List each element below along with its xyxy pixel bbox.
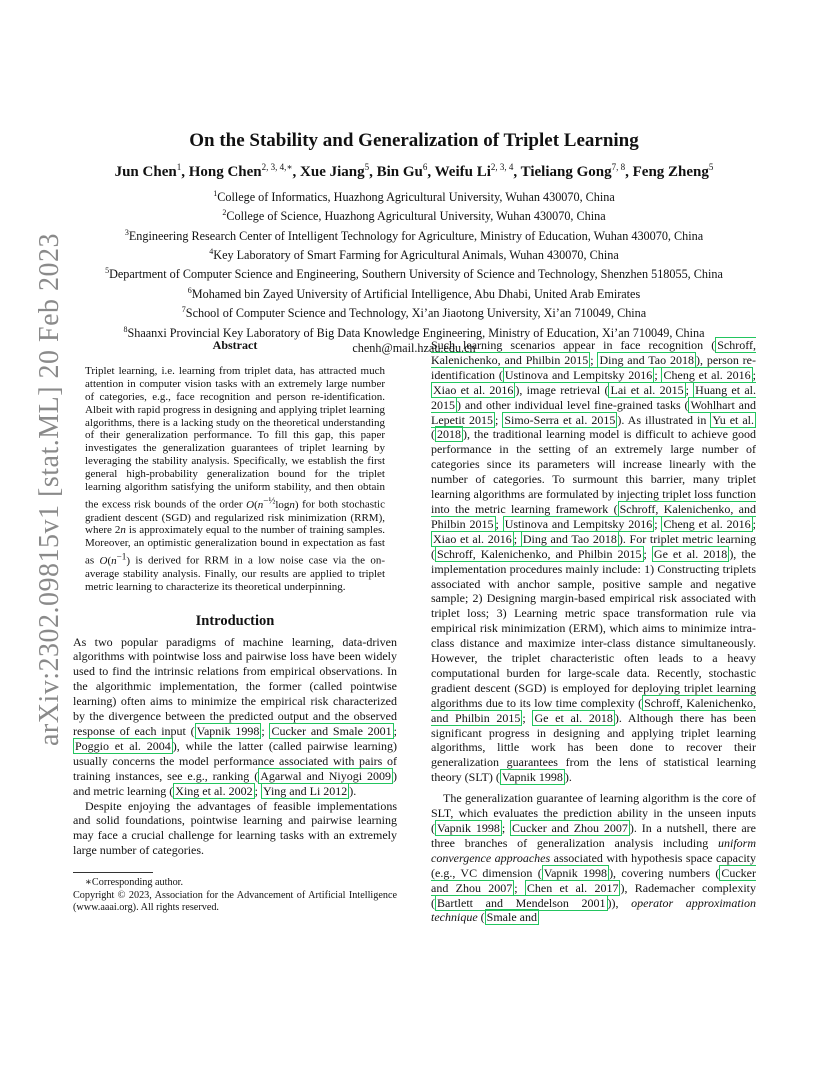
body-text: ) and metric learning (: [73, 768, 397, 798]
body-text: (: [477, 910, 485, 925]
citation-link[interactable]: Cucker and Zhou 2007: [431, 865, 756, 895]
body-text: Such learning scenarios appear in face recognition (: [431, 338, 716, 352]
affiliation: [0, 263, 828, 282]
body-text: ). For triplet metric learning (: [431, 531, 756, 561]
abstract-heading: Abstract: [212, 338, 258, 352]
affiliation: [0, 225, 828, 244]
abstract-text: is derived for RRM in a low noise case via the on-average stability analysis. Finally, our results are applied to triplet metric learning to characterize its theoretical underpinning.: [85, 554, 385, 593]
body-text: ), covering numbers (: [609, 865, 720, 880]
affil-mark: 5: [105, 266, 110, 276]
citation-link[interactable]: Xiao et al. 2016: [433, 531, 512, 546]
body-text: ) and other individual level fine-grained tasks (: [457, 397, 689, 412]
citation-link[interactable]: Xiao et al. 2016: [433, 382, 514, 397]
emphasis-text: uniform convergence approaches: [431, 835, 756, 865]
affil-mark: 6: [187, 285, 192, 295]
citation-link[interactable]: Schroff, Kalenichenko, and Philbin 2015: [431, 501, 756, 531]
footnote-divider: [73, 872, 153, 873]
citation-link[interactable]: Bartlett and Mendelson 2001: [437, 895, 606, 910]
body-text: , the traditional learning model is difficult to achieve good performance in the setting of an extremely large number of categories since its parameters will increase linearly with the number of categories. To surmount this barrier, many triplet learning algorithms are formulated by injecting triplet loss function into the metric learning framework (: [431, 427, 756, 516]
author-name: , Feng Zheng: [625, 164, 709, 180]
body-text: ). As illustrated in: [617, 412, 711, 427]
affil-text: School of Computer Science and Technology, Xi’an Jiaotong University, Xi’an 710049, China: [185, 306, 647, 321]
author-affil-mark: 5: [364, 162, 370, 172]
body-text: ).: [349, 783, 357, 798]
body-text: ), image retrieval (: [515, 382, 609, 397]
citation-link[interactable]: Chen et al. 2017: [526, 880, 619, 895]
intro-paragraph: As two popular paradigms of machine learning, data-driven algorithms with pointwise loss and pairwise loss have been widely used to find the intrinsic relations from empirical observations. In the algorithmic implementation, the former (called pointwise learning) often aims to minimize the empirical risk characterized by the divergence between the predicted output and the observed response of each input ( Vapnik 1998 ; Cucker and Smale 2001 ; Poggio et al. 2004 ), while the latter (called pairwise learning) usually concerns the model performance associated with pairs of training instances, see e.g., ranking ( Agarwal and Niyogi 2009 ) and metric learning ( Xing et al. 2002 ; Ying and Li 2012 ).: [73, 634, 398, 798]
affil-text: Key Laboratory of Smart Farming for Agricultural Animals, Wuhan 430070, China: [213, 248, 619, 263]
citation-link[interactable]: Cheng et al. 2016: [663, 367, 751, 382]
citation-link[interactable]: Simo-Serra et al. 2015: [504, 412, 616, 427]
body-text: ), while the latter (called pairwise learning) usually concerns the model performance associated with pairs of training instances, see e.g., ranking (: [73, 738, 398, 783]
abstract-text: is approximately equal to the number of training samples. Moreover, an optimistic generalization bound in expectation as fast as: [85, 524, 385, 567]
body-text: ). Although there has been significant progress in designing and applying triplet learning algorithms, little work has been done to recover their generalization guarantees from the lens of statistical learning theory (SLT) (: [431, 710, 756, 785]
affil-mark: 1: [213, 189, 218, 198]
citation-link[interactable]: Poggio et al. 2004: [75, 738, 171, 753]
affil-text: Engineering Research Center of Intelligent Technology for Agriculture, Ministry of Education, Wuhan 430070, China: [128, 228, 704, 243]
affil-text: Department of Computer Science and Engineering, Southern University of Science and Technology, Shenzhen 518055, China: [109, 267, 723, 282]
paper-title: On the Stability and Generalization of Triplet Learning: [189, 130, 639, 151]
affil-text: College of Science, Huazhong Agricultural University, Wuhan 430070, China: [226, 209, 606, 224]
affil-text: Shaanxi Provincial Key Laboratory of Big Data Knowledge Engineering, Ministry of Education, Xi’an 710049, China: [127, 325, 705, 340]
affil-mark: 4: [209, 247, 214, 257]
body-text: ), the implementation procedures mainly include: 1) Constructing triplets associated with anchor sample, positive sample and negative sample; 2) Designing margin-based empirical risk associated with triplet loss; 3) Learning metric space transformation rule via empirical risk minimization (ERM), which aims to minimize intra-class distance and maximize inter-class distance simultaneously. However, the triplet characteristic often leads to a heavy computational burden for large-scale data. Recently, stochastic gradient descent (SGD) is employed for deploying triplet learning algorithms due to its low time complexity (: [431, 546, 756, 710]
body-text: )),: [607, 895, 632, 910]
abstract-text: Triplet learning, i.e. learning from triplet data, has attracted much attention in computer vision tasks with an extremely large number of categories, e.g., face recognition and person re-identification. Albeit with rapid progress in designing and applying triplet learning algorithms, there is a lacking study on the theoretical understanding of their generalization performance. To fill this gap, this paper investigates the generalization guarantees of triplet learning by leveraging the stability analysis. Specifically, we establish the first general high-probability generalization bound for the triplet learning algorithm satisfying the uniform stability, and then obtain the excess risk bounds of the order: [85, 364, 385, 511]
introduction-heading: Introduction: [195, 612, 275, 629]
citation-link[interactable]: Vapnik 1998: [501, 770, 563, 785]
affil-mark: 7: [181, 305, 186, 315]
affiliation: [0, 244, 828, 263]
citation-link[interactable]: Ge et al. 2018: [653, 546, 728, 561]
math-inline: $O(n^{-1})$: [99, 551, 131, 567]
citation-link[interactable]: Cucker and Zhou 2007: [512, 821, 628, 835]
right-column: [431, 338, 756, 925]
affil-text: College of Informatics, Huazhong Agricultural University, Wuhan 430070, China: [217, 190, 615, 205]
citation-link[interactable]: Agarwal and Niyogi 2009: [260, 768, 391, 783]
math-inline: $O(n^{-\frac{1}{2}}\log n)$: [246, 494, 299, 511]
citation-link[interactable]: Schroff, Kalenichenko, and Philbin 2015: [437, 546, 642, 561]
body-text: ), person re-identification (: [431, 352, 757, 382]
affiliation: [0, 302, 828, 321]
abstract-body: [85, 365, 385, 594]
body-paragraph: Such learning scenarios appear in face recognition ( Schroff, Kalenichenko, and Philbin 2015 ; Ding and Tao 2018 ), person re-identification ( Ustinova and Lempitsky 2016 ; Cheng et al. 2016 ; Xiao et al. 2016 ), image retrieval ( Lai et al. 2015 ; Huang et al. 2015 ) and other individual level fine-grained tasks ( Wohlhart and Lepetit 2015 ; Simo-Serra et al. 2015 ). As illustrated in Yu et al. ( 2018 ), the traditional learning model is difficult to achieve good performance in the setting of an extremely large number of categories since its parameters will increase linearly with the number of categories. To surmount this barrier, many triplet learning algorithms are formulated by injecting triplet loss function into the metric learning framework ( Schroff, Kalenichenko, and Philbin 2015 ; Ustinova and Lempitsky 2016 ; Cheng et al. 2016 ; Xiao et al. 2016 ; Ding and Tao 2018 ). For triplet metric learning ( Schroff, Kalenichenko, and Philbin 2015 ; Ge et al. 2018 ), the implementation procedures mainly include: 1) Constructing triplets associated with anchor sample, positive sample and negative sample; 2) Designing margin-based empirical risk associated with triplet loss; 3) Learning metric space transformation rule via empirical risk minimization (ERM), which aims to minimize intra-class distance and maximize inter-class distance simultaneously. However, the triplet characteristic often leads to a heavy computational burden for large-scale data. Recently, stochastic gradient descent (SGD) is employed for deploying triplet learning algorithms due to its low time complexity ( Schroff, Kalenichenko, and Philbin 2015 ; Ge et al. 2018 ). Although there has been significant progress in designing and applying triplet learning algorithms, little work has been done to recover their generalization guarantees from the lens of statistical learning theory (SLT) ( Vapnik 1998 ).: [431, 338, 757, 785]
citation-link[interactable]: Ding and Tao 2018: [522, 531, 617, 546]
author-name: , Xue Jiang: [292, 164, 365, 180]
citation-link[interactable]: Cheng et al. 2016: [663, 516, 751, 531]
citation-link[interactable]: Wohlhart and Lepetit 2015: [431, 397, 757, 427]
affil-mark: 2: [222, 208, 227, 218]
body-paragraph: The generalization guarantee of learning algorithm is the core of SLT, which evaluates the prediction ability in the unseen inputs ( Vapnik 1998 ; Cucker and Zhou 2007 ). In a nutshell, there are three branches of generalization analysis including uniform convergence approaches associated with hypothesis space capacity (e.g., VC dimension ( Vapnik 1998 ), covering numbers ( Cucker and Zhou 2007 ; Chen et al. 2017 ), Rademacher complexity ( Bartlett and Mendelson 2001 )), operator approximation technique ( Smale and: [431, 791, 757, 925]
emphasis-text: operator approximation technique: [431, 895, 757, 925]
author-name: , Hong Chen: [181, 164, 262, 180]
author-affil-mark: 2, 3, 4: [490, 162, 514, 172]
citation-link[interactable]: Cucker and Smale 2001: [271, 723, 392, 738]
affiliation: [0, 283, 828, 302]
affiliation-list: [0, 186, 828, 356]
affiliation: [0, 186, 828, 205]
math-inline: 2n: [114, 524, 126, 537]
abstract-text: for both stochastic gradient descent (SGD) and regularized risk minimization (RRM), where: [85, 498, 385, 537]
body-text: ), Rademacher complexity (: [431, 880, 756, 910]
citation-link[interactable]: Ding and Tao 2018: [599, 352, 694, 367]
citation-link[interactable]: Ustinova and Lempitsky 2016: [504, 367, 653, 382]
author-affil-mark: 2, 3, 4,∗: [261, 162, 293, 172]
affil-mark: 8: [123, 324, 128, 334]
intro-paragraph: Despite enjoying the advantages of feasible implementations and solid foundations, pointwise learning and pairwise learning may face a crucial challenge for learning tasks with an extremely large number of categories.: [73, 798, 397, 858]
citation-link[interactable]: Vapnik 1998: [196, 723, 260, 738]
affiliation: [0, 205, 828, 224]
body-text: ).: [564, 770, 572, 785]
author-affil-mark: 5: [708, 162, 714, 172]
arxiv-stamp: arXiv:2302.09815v1 [stat.ML] 20 Feb 2023: [34, 232, 65, 746]
citation-link[interactable]: Ge et al. 2018: [534, 710, 613, 725]
body-text: As two popular paradigms of machine learning, data-driven algorithms with pointwise loss and pairwise loss have been widely used to find the intrinsic relations from empirical observations. In the algorithmic implementation, the former (called pointwise learning) often aims to minimize the empirical risk characterized by the divergence between the predicted output and the observed response of each input (: [73, 634, 397, 738]
citation-link[interactable]: Huang et al. 2015: [431, 382, 756, 412]
author-list: [0, 162, 828, 181]
left-column: [73, 338, 397, 914]
citation-link[interactable]: Vapnik 1998: [437, 821, 500, 835]
citation-link[interactable]: Xing et al. 2002: [175, 783, 253, 798]
author-affil-mark: 1: [176, 162, 182, 172]
author-name: , Weifu Li: [427, 164, 491, 180]
author-name: , Bin Gu: [369, 164, 423, 180]
body-text: associated with hypothesis space capacity (e.g., VC dimension (: [431, 850, 756, 880]
body-text: The generalization guarantee of learning algorithm is the core of SLT, which evaluates the prediction ability in the unseen inputs (: [431, 791, 756, 835]
author-name: , Tieliang Gong: [513, 164, 612, 180]
citation-link[interactable]: Smale and: [486, 910, 537, 925]
affil-text: Mohamed bin Zayed University of Artificial Intelligence, Abu Dhabi, United Arab Emirates: [191, 286, 641, 301]
author-name: Jun Chen: [114, 164, 177, 180]
citation-link[interactable]: Ustinova and Lempitsky 2016: [504, 516, 653, 531]
citation-link[interactable]: Schroff, Kalenichenko, and Philbin 2015: [431, 338, 756, 367]
copyright-notice: Copyright © 2023, Association for the Advancement of Artificial Intelligence (www.aaai.org). All rights reserved.: [73, 889, 397, 913]
citation-link[interactable]: Lai et al. 2015: [610, 382, 684, 397]
author-affil-mark: 7, 8: [611, 162, 626, 172]
footnote: [73, 877, 397, 914]
author-affil-mark: 6: [422, 162, 428, 172]
affil-mark: 3: [124, 227, 129, 237]
body-text: ). In a nutshell, there are three branches of generalization analysis including: [431, 821, 757, 850]
citation-link[interactable]: Ying and Li 2012: [262, 783, 348, 798]
contact-email[interactable]: chenh@mail.hzau.edu.cn: [352, 340, 476, 355]
citation-link[interactable]: 2018: [437, 427, 461, 442]
citation-link[interactable]: Schroff, Kalenichenko, and Philbin 2015: [431, 695, 756, 725]
corresponding-author-note: ∗Corresponding author.: [85, 877, 184, 889]
citation-link[interactable]: Vapnik 1998: [543, 865, 608, 880]
citation-link[interactable]: Yu et al.: [712, 412, 755, 427]
